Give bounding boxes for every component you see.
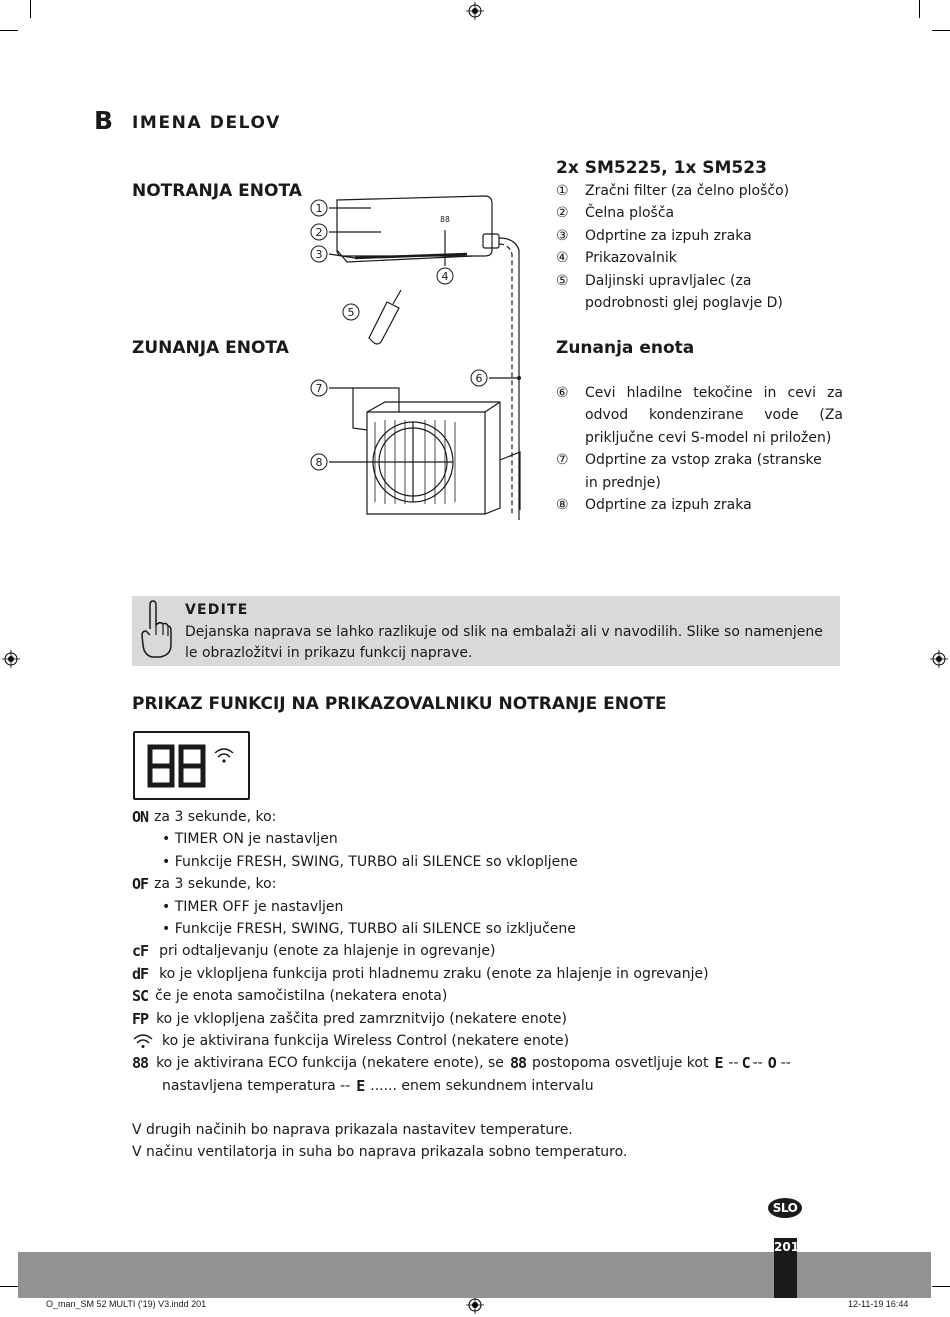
svg-text:3: 3	[315, 248, 323, 261]
display-notes	[132, 1119, 627, 1164]
code-on-icon: ON	[132, 808, 149, 826]
crop-mark	[0, 30, 18, 31]
code-cf-icon: cF	[132, 942, 149, 961]
list-item: ② Čelna plošča	[556, 205, 675, 222]
indoor-display-digits: 88	[440, 215, 450, 224]
indoor-unit-label: NOTRANJA ENOTA	[132, 181, 302, 201]
note-text: Dejanska naprava se lahko razlikuje od slik na embalaži ali v navodilih. Slike so namenjene le obrazložitvi in prikazu funkcij naprave.	[185, 624, 823, 661]
code-sc-icon: SC	[132, 987, 149, 1006]
svg-text:4: 4	[441, 270, 449, 283]
list-item: dF ko je vklopljena funkcija proti hladnemu zraku (enote za hlajenje in ogrevanje)	[132, 963, 791, 985]
list-item: • Funkcije FRESH, SWING, TURBO ali SILENCE so vklopljene	[162, 853, 578, 870]
outdoor-section-title: Zunanja enota	[556, 338, 695, 358]
list-item: cF pri odtaljevanju (enote za hlajenje in ogrevanje)	[132, 940, 791, 962]
list-item: OF za 3 sekunde, ko:	[132, 873, 791, 895]
code-88-icon: 88	[132, 1054, 149, 1073]
section-title: IMENA DELOV	[132, 113, 281, 133]
lcd-digits-88	[145, 743, 209, 789]
svg-text:8: 8	[315, 456, 323, 469]
list-item: ON za 3 sekunde, ko:	[132, 806, 791, 828]
crop-mark	[932, 1286, 950, 1287]
display-section-title: PRIKAZ FUNKCIJ NA PRIKAZOVALNIKU NOTRANJE ENOTE	[132, 694, 667, 714]
crop-mark	[932, 30, 950, 31]
code-fp-icon: FP	[132, 1009, 149, 1028]
crop-mark	[919, 0, 920, 18]
code-df-icon: dF	[132, 964, 149, 983]
display-functions-list	[132, 806, 791, 1097]
crop-mark	[30, 0, 31, 18]
list-item: SC če je enota samočistilna (nekatera enota)	[132, 985, 791, 1007]
wifi-icon	[132, 1033, 154, 1049]
registration-mark-icon	[466, 2, 484, 20]
note-title: VEDITE	[185, 602, 249, 618]
paragraph: V drugih načinih bo naprava prikazala nastavitev temperature.	[132, 1122, 573, 1138]
list-item: ⑧ Odprtine za izpuh zraka	[556, 497, 752, 514]
slug-timestamp: 12-11-19 16:44	[848, 1299, 909, 1309]
list-item: 88 ko je aktivirana ECO funkcija (nekatere enote), se 88 postopoma osvetljuje kot E -- C -- O --	[132, 1052, 791, 1074]
model-title: 2x SM5225, 1x SM523	[556, 158, 767, 178]
code-of-icon: OF	[132, 875, 149, 894]
crop-mark	[0, 1286, 18, 1287]
outdoor-unit-label: ZUNANJA ENOTA	[132, 338, 289, 358]
code-e-icon: E	[714, 1054, 723, 1073]
list-item: ① Zračni filter (za čelno ploščo)	[556, 183, 790, 199]
wifi-icon	[213, 747, 235, 765]
svg-text:2: 2	[315, 226, 323, 239]
language-badge: SLO	[768, 1198, 802, 1218]
indoor-parts-list	[556, 180, 843, 314]
code-88-icon: 88	[509, 1054, 526, 1073]
list-item: • Funkcije FRESH, SWING, TURBO ali SILENCE so izključene	[162, 920, 576, 937]
outdoor-parts-list	[556, 382, 843, 516]
list-item: nastavljena temperatura -- E ...... enem sekundnem intervalu	[132, 1075, 791, 1097]
list-item: ③ Odprtine za izpuh zraka	[556, 227, 752, 244]
list-item: • TIMER ON je nastavljen	[162, 831, 338, 848]
code-e-icon: E	[356, 1076, 365, 1095]
registration-mark-icon	[930, 650, 948, 668]
list-item: ④ Prikazovalnik	[556, 250, 677, 267]
air-conditioner-diagram	[295, 190, 535, 520]
page-number: 201	[774, 1238, 797, 1298]
svg-text:5: 5	[347, 306, 355, 319]
code-c-icon: C	[741, 1054, 750, 1073]
list-item: ⑦ Odprtine za vstop zraka (stranske in prednje)	[556, 452, 822, 491]
svg-text:6: 6	[475, 372, 483, 385]
registration-mark-icon	[2, 650, 20, 668]
slug-file-info: O_man_SM 52 MULTI ('19) V3.indd 201	[46, 1299, 207, 1309]
registration-mark-icon	[466, 1296, 484, 1314]
pointing-hand-icon	[138, 599, 172, 661]
code-o-icon: O	[767, 1054, 776, 1073]
svg-text:7: 7	[315, 382, 323, 395]
list-item: ko je aktivirana funkcija Wireless Control (nekatere enote)	[132, 1030, 791, 1052]
list-item: ⑤ Daljinski upravljalec (za podrobnosti glej poglavje D)	[556, 272, 783, 312]
paragraph: V načinu ventilatorja in suha bo naprava prikazala sobno temperaturo.	[132, 1144, 628, 1161]
svg-text:1: 1	[315, 202, 323, 215]
lcd-display	[133, 731, 250, 800]
note-box	[132, 596, 840, 666]
list-item: • TIMER OFF je nastavljen	[162, 898, 344, 915]
list-item: FP ko je vklopljena zaščita pred zamrznitvijo (nekatere enote)	[132, 1008, 791, 1030]
list-item: ⑥ Cevi hladilne tekočine in cevi za odvod kondenzirane vode (Za priključne cevi S-model ni priložen)	[556, 385, 843, 446]
section-letter: B	[94, 106, 115, 135]
